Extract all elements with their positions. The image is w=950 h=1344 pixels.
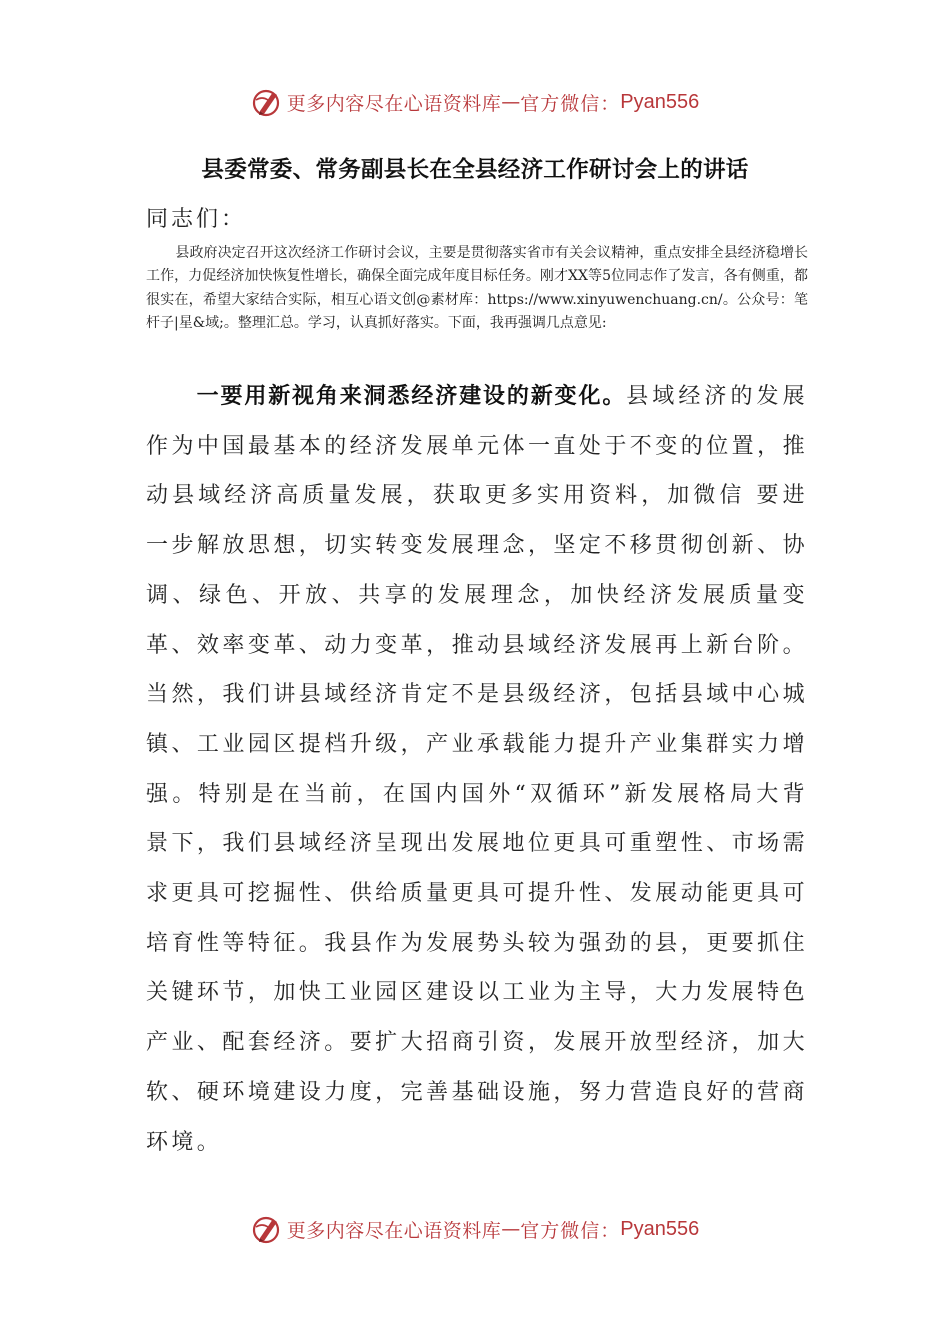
section-1-heading: 一要用新视角来洞悉经济建设的新变化。 — [196, 384, 627, 409]
section-1-text: 县域经济的发展作为中国最基本的经济发展单元体一直处于不变的位置，推动县域经济高质量发展，获取更多实用资料，加微信 要进一步解放思想，切实转变发展理念，坚定不移贯彻创新、协调、绿色、开放、共享的发展理念，加快经济发展质量变革、效率变革、动力变革，推动县域经济发展再上新台阶。当然，我们讲县域经济肯定不是县级经济，包括县域中心城镇、工业园区提档升级，产业承载能力提升产业集群实力增强。特别是在当前，在国内国外“双循环”新发展格局大背景下，我们县域经济呈现出发展地位更具可重塑性、市场需求更具可挖掘性、供给质量更具可提升性、发展动能更具可培育性等特征。我县作为发展势头较为强劲的县，更要抓住关键环节，加快工业园区建设以工业为主导，大力发展特色产业、配套经济。要扩大招商引资，发展开放型经济，加大软、硬环境建设力度，完善基础设施，努力营造良好的营商环境。 — [146, 384, 808, 1155]
banner-separator: — — [501, 1218, 521, 1240]
intro-paragraph: 县政府决定召开这次经济工作研讨会议，主要是贯彻落实省市有关会议精神，重点安排全县经济稳增长工作，力促经济加快恢复性增长，确保全面完成年度目标任务。刚才XX等5位同志作了发言，各有侧重，都很实在，希望大家结合实际，相互心语文创@素材库：https://www.xinyuwenchuang.cn/。公众号：笔杆子|星&域;。整理汇总。学习，认真抓好落实。下面，我再强调几点意见: — [146, 245, 808, 332]
document-title: 县委常委、常务副县长在全县经济工作研讨会上的讲话 — [201, 157, 749, 183]
banner-label: 官方微信： — [520, 92, 621, 115]
header-watermark-banner — [0, 80, 950, 124]
banner-brand-text: 更多内容尽在心语资料库 — [286, 92, 502, 115]
banner-brand-text: 更多内容尽在心语资料库 — [286, 1219, 502, 1242]
footer-watermark-banner — [0, 1207, 950, 1251]
greeting: 同志们： — [146, 207, 247, 232]
banner-label: 官方微信： — [520, 1219, 621, 1242]
banner-wechat-handle: Pyan556 — [620, 1217, 700, 1240]
banner-separator: — — [501, 91, 521, 113]
pen-logo-icon — [251, 1213, 283, 1245]
banner-wechat-handle: Pyan556 — [620, 90, 700, 113]
pen-logo-icon — [251, 86, 283, 118]
section-1-paragraph — [146, 372, 808, 1167]
